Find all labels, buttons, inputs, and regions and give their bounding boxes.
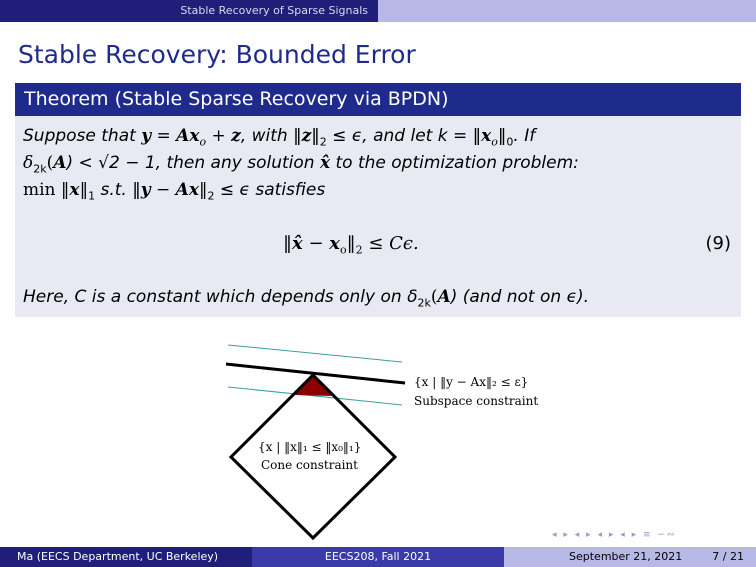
text: ) < √2 − 1, then any solution	[66, 153, 320, 173]
beamer-navigation-icons[interactable]: ◂ ▸ ◂ ▸ ◂ ▸ ◂ ▸ ≡ ∽∾	[552, 530, 677, 540]
footer-date: September 21, 2021	[569, 550, 683, 563]
cone-label: Cone constraint	[261, 458, 358, 472]
symbol: Ax	[176, 126, 200, 146]
l1-ball-cone	[231, 375, 395, 538]
theorem-line-2	[23, 153, 579, 175]
subscript: o	[199, 135, 207, 149]
header-bar	[0, 0, 756, 22]
footer-author: Ma (EECS Department, UC Berkeley)	[0, 547, 252, 567]
text: ≤ ϵ, and let k = ‖	[326, 126, 482, 146]
subscript: 2k	[33, 162, 47, 176]
recovery-diagram	[215, 330, 545, 545]
theorem-title: Theorem (Stable Sparse Recovery via BPDN)	[15, 83, 741, 116]
text: min ‖	[23, 180, 70, 200]
subscript: 0	[506, 135, 514, 149]
text: =	[151, 126, 177, 146]
subspace-label: Subspace constraint	[414, 394, 539, 408]
text: . If	[513, 126, 536, 146]
symbol: δ	[23, 153, 34, 173]
subscript: 2	[319, 135, 327, 149]
text: , with ‖	[240, 126, 302, 146]
equation-number: (9)	[705, 233, 731, 254]
theorem-body	[15, 116, 741, 317]
subscript: 2	[355, 243, 363, 257]
footer	[0, 547, 756, 567]
symbol: A	[437, 287, 451, 307]
text: (	[46, 153, 54, 173]
symbol: z	[301, 126, 312, 146]
text: −	[150, 180, 176, 200]
text: (	[430, 287, 438, 307]
symbol: y	[141, 126, 152, 146]
text: ‖	[283, 233, 292, 254]
text: ≤ Cϵ.	[362, 233, 419, 254]
text: Here, C is a constant which depends only on δ	[23, 287, 418, 307]
symbol: z	[231, 126, 241, 146]
section-title[interactable]: Stable Recovery of Sparse Signals	[0, 0, 378, 22]
text: s.t. ‖	[95, 180, 141, 200]
theorem-line-5	[23, 287, 589, 309]
subscript: 1	[88, 189, 96, 203]
symbol: x	[69, 180, 80, 200]
symbol: x	[481, 126, 492, 146]
footer-course: EECS208, Fall 2021	[252, 547, 504, 567]
symbol: x	[329, 233, 340, 254]
text: Suppose that	[23, 126, 142, 146]
text: ‖	[497, 126, 507, 146]
symbol: A	[53, 153, 67, 173]
text: ‖	[346, 233, 356, 254]
footer-right	[504, 547, 756, 567]
subspace-formula: {x | ‖y − Ax‖₂ ≤ ε}	[414, 375, 529, 389]
text: to the optimization problem:	[330, 153, 579, 173]
frame-title: Stable Recovery: Bounded Error	[18, 40, 416, 69]
text: ) (and not on ϵ).	[450, 287, 590, 307]
text: −	[302, 233, 330, 254]
subscript: 2	[207, 189, 215, 203]
symbol: y	[140, 180, 151, 200]
tube-upper-line	[228, 345, 402, 362]
text: ‖	[79, 180, 89, 200]
footer-page-number: 7 / 21	[712, 550, 744, 563]
equation	[283, 233, 419, 257]
text: ‖	[198, 180, 208, 200]
subscript: 2k	[417, 296, 431, 310]
symbol: x̂	[319, 153, 331, 173]
text: ‖	[311, 126, 320, 146]
symbol: Ax	[175, 180, 199, 200]
cone-formula: {x | ‖x‖₁ ≤ ‖x₀‖₁}	[258, 440, 362, 454]
text: +	[206, 126, 232, 146]
subscript: o	[340, 243, 347, 257]
symbol: x̂	[292, 233, 303, 254]
subscript: o	[491, 135, 498, 149]
theorem-line-1	[23, 126, 535, 148]
text: ≤ ϵ satisfies	[214, 180, 326, 200]
theorem-line-3	[23, 180, 325, 202]
